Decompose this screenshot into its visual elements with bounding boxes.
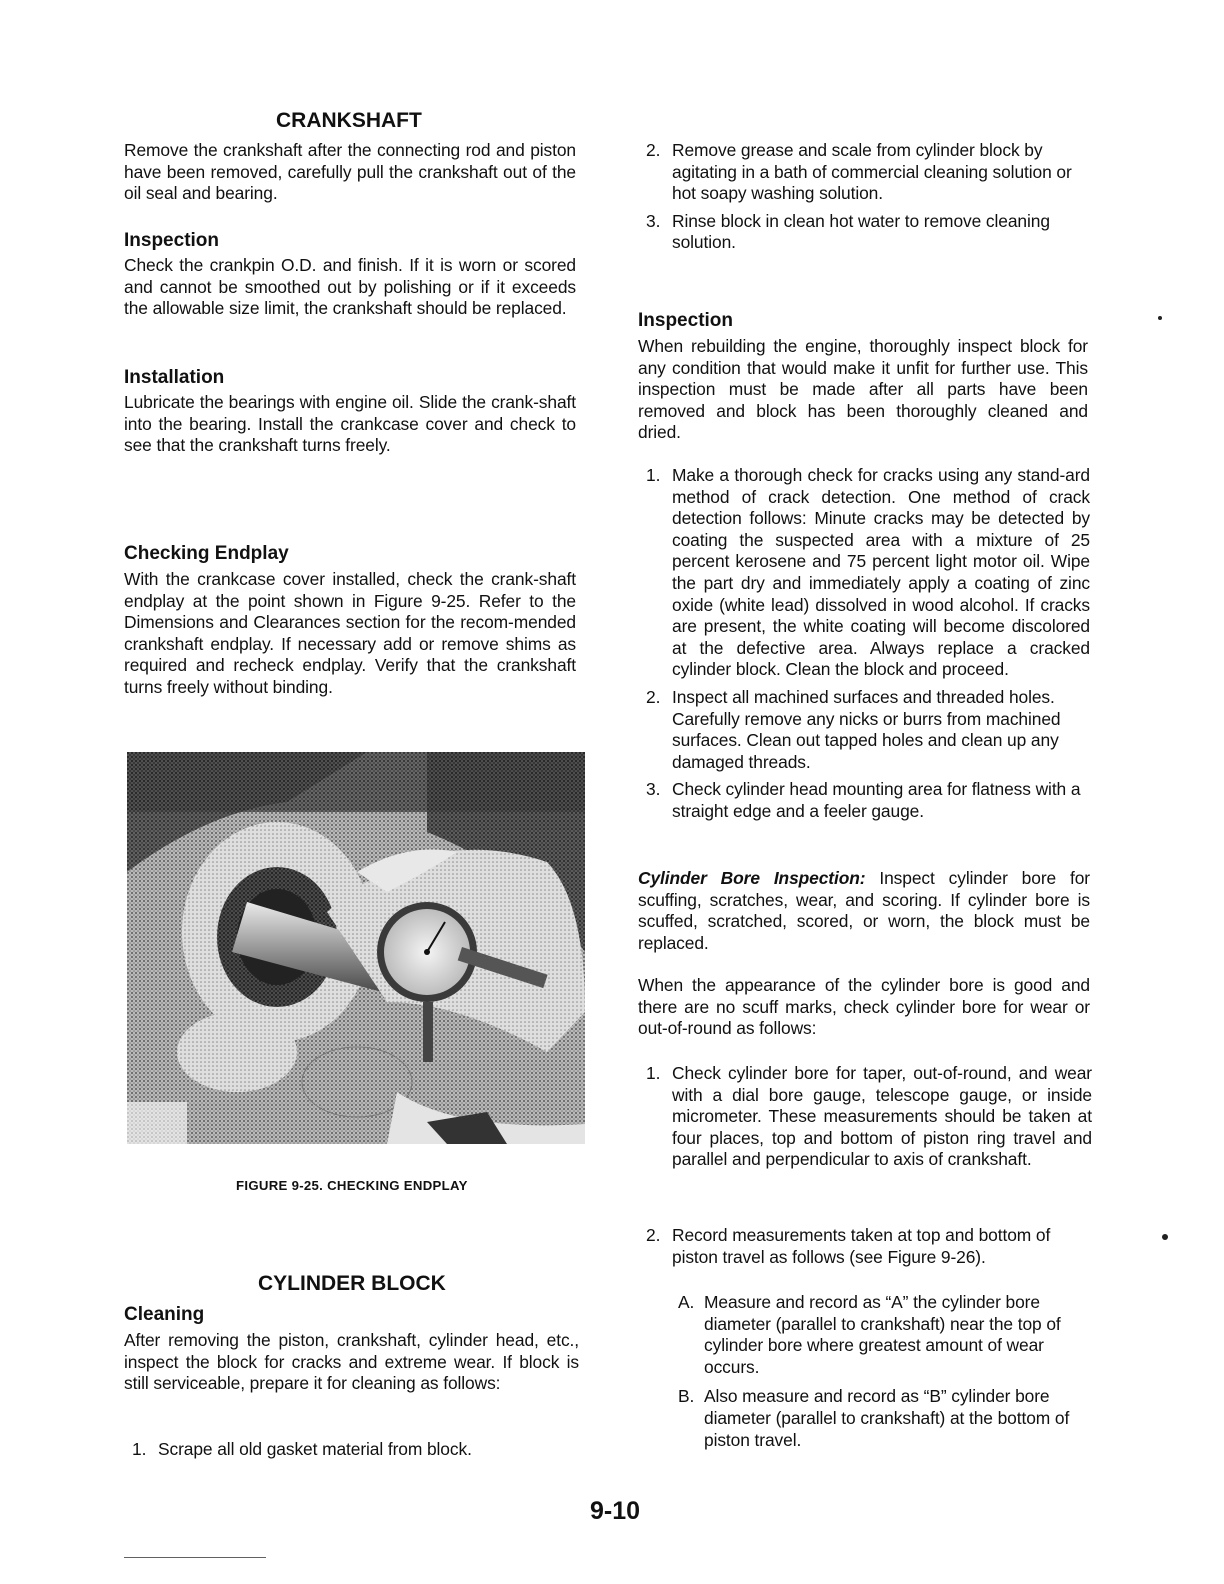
step-text: Also measure and record as “B” cylinder bore diameter (parallel to crankshaft) at the bottom of piston travel. [704,1386,1070,1450]
endplay-figure-photo [127,752,585,1144]
measurement-sub-steps [672,1292,1092,1457]
cleaning-steps-right [638,140,1090,260]
endplay-photo-illustration [127,752,585,1144]
step-text: Scrape all old gasket material from block. [158,1439,472,1459]
cleaning-heading: Cleaning [124,1304,205,1325]
step-number: 1. [646,465,661,485]
list-item [638,779,1090,822]
cleaning-steps-left [124,1439,579,1467]
inspection-heading: Inspection [124,230,220,251]
bore-inspection-paragraph [638,868,1090,954]
cylinder-block-title: CYLINDER BLOCK [258,1272,446,1295]
step-letter: B. [678,1386,695,1407]
cleaning-text: After removing the piston, crankshaft, cylinder head, etc., inspect the block for cracks and extreme wear. If block is still serviceable, prepare it for cleaning as follows: [124,1330,579,1394]
block-inspection-heading: Inspection [638,310,734,331]
endplay-text: With the crankcase cover installed, check the crank-shaft endplay at the point shown in Figure 9-25. Refer to the Dimensions and Clearances section for the recom-mended crankshaft endplay. If necessary add or remove shims as required and recheck endplay. Verify that the crankshaft turns freely without binding. [124,569,576,697]
list-item [638,465,1090,681]
step-number: 3. [646,779,661,800]
step-text: Measure and record as “A” the cylinder bore diameter (parallel to crankshaft) near the top of cylinder bore where greatest amount of wear occurs. [704,1292,1061,1377]
footer-rule [124,1557,266,1558]
installation-text: Lubricate the bearings with engine oil. Slide the crank-shaft into the bearing. Install the crankcase cover and check to see that the crankshaft turns freely. [124,392,576,456]
step-text: Make a thorough check for cracks using any stand-ard method of crack detection. One method of crack detection follows: Minute cracks may be detected by coating the suspected area with a mixture of 25 percent kerosene and 75 percent light motor oil. Wipe the part dry and immediately apply a coating of zinc oxide (white lead) dissolved in wood alcohol. If cracks are present, the white coating will become discolored at the defective area. Always replace a cracked cylinder block. Clean the block and proceed. [672,465,1090,680]
step-text: Check cylinder bore for taper, out-of-round, and wear with a dial bore gauge, telescope gauge, or inside micrometer. These measurements should be taken at four places, top and bottom of piston ring travel and parallel and perpendicular to axis of crankshaft. [672,1063,1092,1170]
step-number: 2. [646,1225,661,1245]
page-number: 9-10 [590,1497,641,1525]
bore-inspection-text: Inspect cylinder bore for scuffing, scratches, wear, and scoring. If cylinder bore is scuffed, scratched, scored, or worn, the block must be replaced. [638,868,1090,953]
step-text: Remove grease and scale from cylinder block by agitating in a bath of commercial cleaning solution or hot soapy washing solution. [672,140,1072,204]
step-number: 1. [646,1063,661,1083]
crankshaft-title: CRANKSHAFT [276,109,422,132]
inspection-steps [638,465,1090,829]
list-item [638,687,1090,773]
bore-steps-2 [638,1225,1092,1274]
appearance-text: When the appearance of the cylinder bore is good and there are no scuff marks, check cylinder bore for wear or out-of-round as follows: [638,975,1090,1039]
list-item [638,140,1090,205]
step-number: 2. [646,686,661,707]
margin-speck [1158,316,1162,320]
step-text: Check cylinder head mounting area for flatness with a straight edge and a feeler gauge. [672,779,1081,821]
endplay-heading: Checking Endplay [124,543,289,564]
bore-inspection-label: Cylinder Bore Inspection: [638,868,866,888]
step-text: Rinse block in clean hot water to remove cleaning solution. [672,210,1050,253]
step-text: Inspect all machined surfaces and threaded holes. Carefully remove any nicks or burrs from machined surfaces. Clean out tapped holes and clean up any damaged threads. [672,686,1061,772]
bore-steps [638,1063,1092,1177]
margin-speck [1162,1234,1168,1240]
installation-heading: Installation [124,367,225,388]
step-number: 3. [646,210,661,231]
block-inspection-text: When rebuilding the engine, thoroughly inspect block for any condition that would make it unfit for further use. This inspection must be made after all parts have been removed and block has been thoroughly cleaned and dried. [638,336,1088,443]
list-item [124,1439,579,1461]
step-number: 2. [646,140,661,160]
list-item [672,1386,1092,1451]
step-letter: A. [678,1292,695,1312]
list-item [638,211,1090,254]
list-item [638,1225,1092,1268]
list-item [638,1063,1092,1171]
step-text: Record measurements taken at top and bottom of piston travel as follows (see Figure 9-26). [672,1225,1051,1267]
figure-caption: FIGURE 9-25. CHECKING ENDPLAY [236,1178,468,1193]
crankshaft-intro: Remove the crankshaft after the connecting rod and piston have been removed, carefully pull the crankshaft out of the oil seal and bearing. [124,140,576,204]
inspection-text: Check the crankpin O.D. and finish. If it is worn or scored and cannot be smoothed out by polishing or if it exceeds the allowable size limit, the crankshaft should be replaced. [124,255,576,319]
step-number: 1. [132,1439,147,1459]
list-item [672,1292,1092,1378]
